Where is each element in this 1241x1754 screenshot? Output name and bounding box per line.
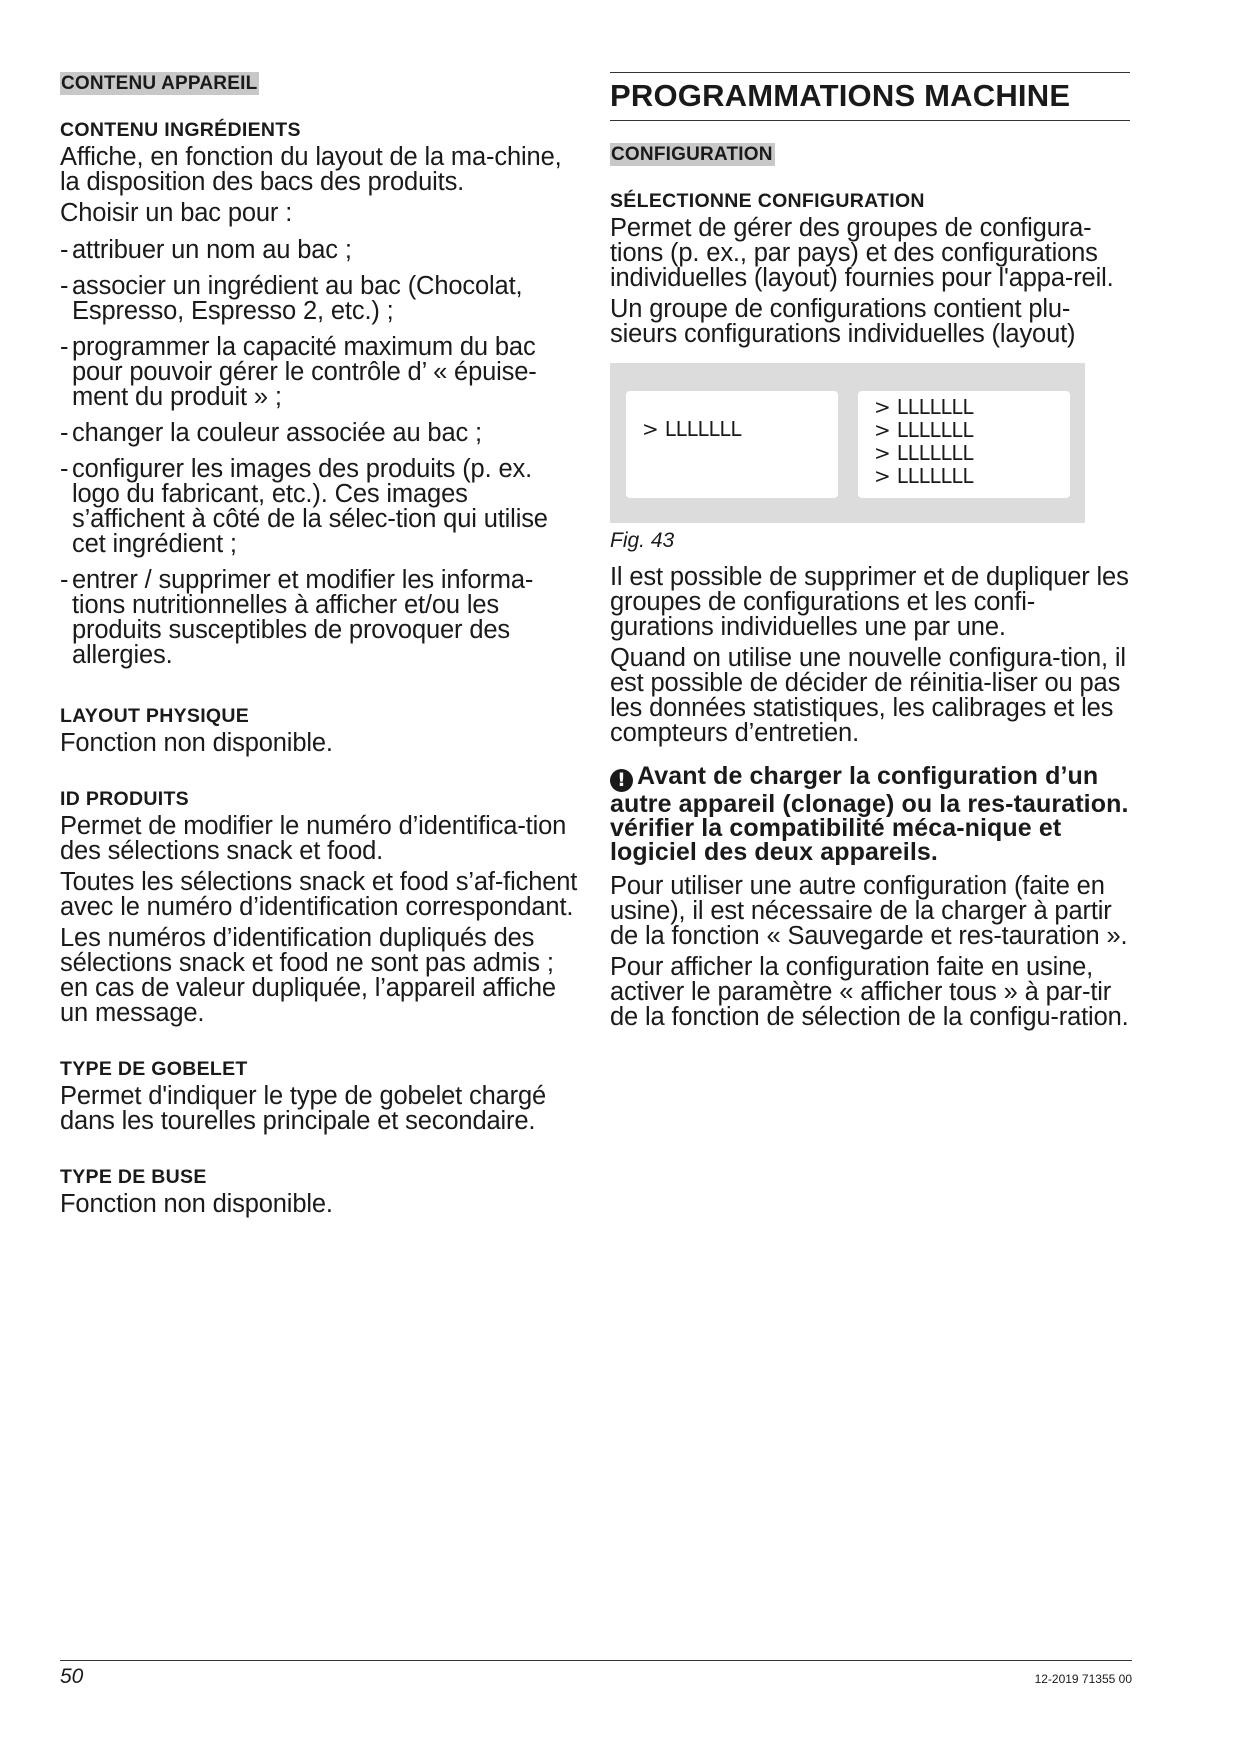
list-item: - attribuer un nom au bac ; — [60, 238, 580, 263]
page-title: PROGRAMMATIONS MACHINE — [610, 72, 1130, 121]
ingredients-bullet-list — [60, 238, 580, 668]
figure-right-lines — [874, 396, 973, 488]
id-produits-paragraph-3: Les numéros d’identification dupliqués des sélections snack et food ne sont pas admis ; en cas de valeur dupliquée, l’appareil affiche un message. — [60, 924, 556, 1027]
figure-right-line: > LLLLLLL — [874, 418, 974, 442]
list-item: - configurer les images des produits (p. ex. logo du fabricant, etc.). Ces images s’affichent à côté de la sélec-tion qui utilise cet ingrédient ; — [60, 457, 580, 557]
page-number: 50 — [60, 1665, 84, 1688]
list-item: - associer un ingrédient au bac (Chocolat, Espresso, Espresso 2, etc.) ; — [60, 274, 580, 324]
heading-contenu-ingredients: CONTENU INGRÉDIENTS — [60, 119, 301, 141]
figure-caption: Fig. 43 — [610, 529, 675, 552]
document-reference: 12-2019 71355 00 — [1034, 1672, 1132, 1686]
list-item: - programmer la capacité maximum du bac pour pouvoir gérer le contrôle d’ « épuise-ment du produit » ; — [60, 335, 580, 410]
heading-selectionne-configuration: SÉLECTIONNE CONFIGURATION — [610, 190, 925, 212]
figure-right-line: > LLLLLLL — [874, 464, 974, 488]
configuration-paragraph-2: Un groupe de configurations contient plu-sieurs configurations individuelles (layout) — [610, 295, 1076, 348]
heading-layout-physique: LAYOUT PHYSIQUE — [60, 705, 250, 727]
figure-right-line: > LLLLLLL — [874, 441, 974, 465]
heading-id-produits: ID PRODUITS — [60, 788, 189, 810]
footer-rule — [60, 1660, 1132, 1661]
figure-left-box — [626, 391, 838, 498]
id-produits-paragraph-2: Toutes les sélections snack et food s’af-fichent avec le numéro d’identification correspondant. — [60, 868, 578, 921]
figure-left-line: > LLLLLLL — [642, 417, 742, 441]
configuration-paragraph-1: Permet de gérer des groupes de configura-tions (p. ex., par pays) et des configurations individuelles (layout) fournies pour l'appa-reil. — [610, 214, 1114, 292]
figure-right-box — [858, 391, 1070, 498]
layout-physique-text: Fonction non disponible. — [60, 729, 333, 757]
exclamation-icon: ! — [610, 769, 633, 792]
configuration-paragraph-4: Quand on utilise une nouvelle configura-tion, il est possible de décider de réinitia-liser ou pas les données statistiques, les calibrages et les compteurs d’entretien. — [610, 644, 1126, 747]
type-gobelet-text: Permet d'indiquer le type de gobelet chargé dans les tourelles principale et secondaire. — [60, 1082, 547, 1135]
ingredients-paragraph-1: Affiche, en fonction du layout de la ma-chine, la disposition des bacs des produits. — [60, 143, 562, 196]
list-item: - entrer / supprimer et modifier les informa-tions nutritionnelles à afficher et/ou les produits susceptibles de provoquer des allergies. — [60, 568, 580, 668]
warning-notice — [610, 764, 1130, 864]
warning-text: Avant de charger la configuration d’un autre appareil (clonage) ou la res-tauration. vérifier la compatibilité méca-nique et logiciel des deux appareils. — [610, 762, 1129, 866]
configuration-paragraph-6: Pour afficher la configuration faite en usine, activer le paramètre « afficher tous » à par-tir de la fonction de sélection de la configu-ration. — [610, 953, 1129, 1031]
section-label-contenu-appareil: CONTENU APPAREIL — [61, 73, 258, 94]
section-label-configuration: CONFIGURATION — [611, 144, 773, 165]
right-column — [610, 72, 1130, 1036]
figure-right-line: > LLLLLLL — [874, 395, 974, 419]
heading-type-de-buse: TYPE DE BUSE — [60, 1166, 207, 1188]
heading-type-de-gobelet: TYPE DE GOBELET — [60, 1058, 248, 1080]
id-produits-paragraph-1: Permet de modifier le numéro d’identifica-tion des sélections snack et food. — [60, 812, 567, 865]
left-column — [60, 72, 580, 1223]
list-item: - changer la couleur associée au bac ; — [60, 421, 580, 446]
configuration-paragraph-3: Il est possible de supprimer et de dupliquer les groupes de configurations et les confi-gurations individuelles une par une. — [610, 563, 1129, 641]
type-buse-text: Fonction non disponible. — [60, 1190, 333, 1218]
ingredients-paragraph-2: Choisir un bac pour : — [60, 199, 293, 227]
figure-43 — [610, 363, 1085, 523]
configuration-paragraph-5: Pour utiliser une autre configuration (faite en usine), il est nécessaire de la charger à partir de la fonction « Sauvegarde et res-tauration ». — [610, 872, 1128, 950]
